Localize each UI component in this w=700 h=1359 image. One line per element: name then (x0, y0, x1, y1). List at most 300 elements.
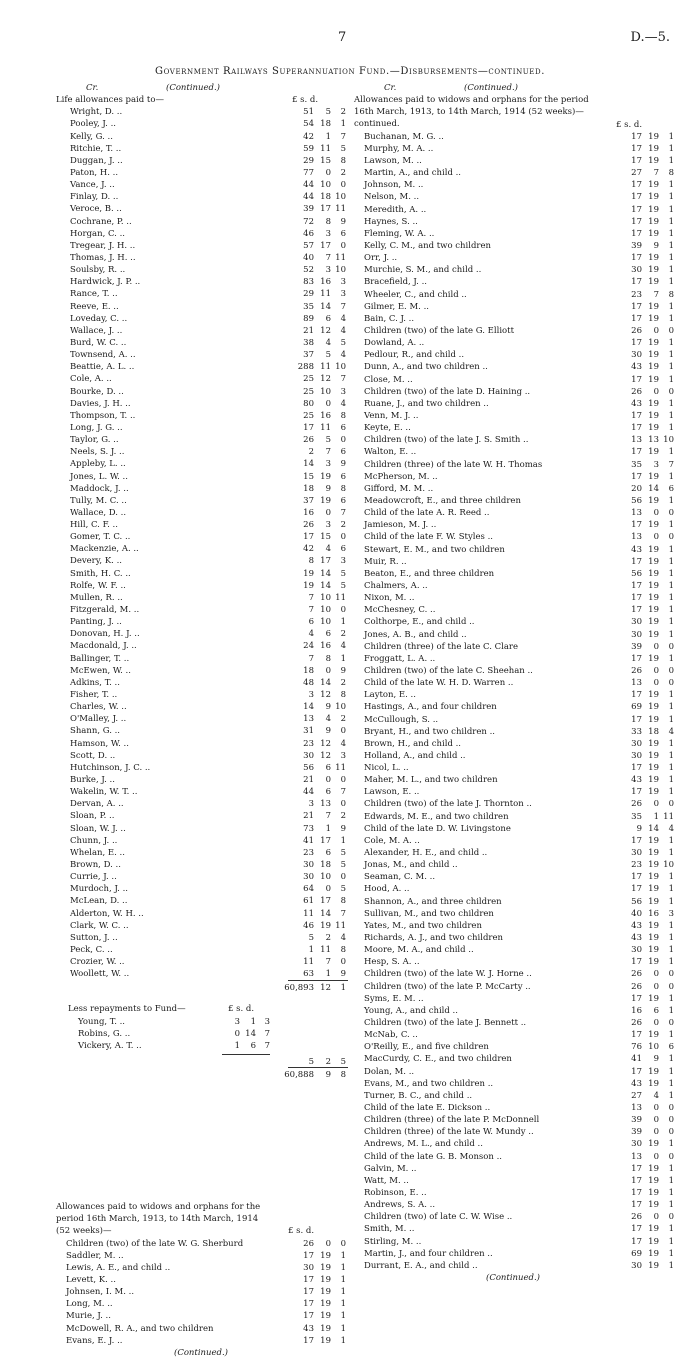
allowance-row-amount (284, 871, 346, 883)
allowance-row (56, 118, 346, 130)
widow-row-amount (612, 1053, 674, 1065)
allowance-row-pence: 8 (340, 896, 346, 907)
allowance-row-amount (284, 471, 346, 483)
widow-row-name: Martin, A., and child .. (364, 168, 461, 179)
widow-row (354, 1078, 672, 1090)
allowance-row-amount (284, 895, 346, 907)
allowance-row-name: Cole, A. .. (70, 374, 112, 385)
widow-row-pounds: 30 (631, 848, 642, 859)
allowance-row-amount (284, 519, 346, 531)
allowance-row (56, 349, 346, 361)
widow-row (354, 1223, 672, 1235)
widow-row-shillings: 19 (648, 1236, 659, 1247)
allowance-row-shillings: 16 (320, 410, 331, 421)
widow-row (56, 1298, 346, 1310)
widow-row-amount (612, 459, 674, 471)
allowance-row-pounds: 23 (303, 738, 314, 749)
widow-row-name: Meadowcroft, E., and three children (364, 495, 521, 506)
allowance-row-name: Finlay, D. .. (70, 192, 119, 203)
allowance-row-amount (284, 713, 346, 725)
widow-row-amount (612, 1041, 674, 1053)
widow-row-pounds: 17 (631, 1163, 642, 1174)
allowance-row (56, 810, 346, 822)
widow-row-pounds: 17 (631, 593, 642, 604)
allowance-row-name: Currie, J. .. (70, 872, 117, 883)
widow-row (354, 665, 672, 677)
widow-row-pence: 1 (668, 787, 674, 798)
widow-row-pence: 1 (668, 1200, 674, 1211)
allowance-row-shillings: 10 (320, 386, 331, 397)
widow-row-pounds: 17 (631, 192, 642, 203)
allowance-row-pence: 6 (340, 495, 346, 506)
widow-row-shillings: 19 (648, 702, 659, 713)
widow-row-pence: 1 (668, 1078, 674, 1089)
allowance-row-pounds: 8 (308, 556, 314, 567)
allowance-row-amount (284, 252, 346, 264)
allowance-row-name: Hutchinson, J. C. .. (70, 762, 151, 773)
widow-row-amount (612, 1138, 674, 1150)
widow-row-pounds: 43 (631, 362, 642, 373)
widow-row-pence: 6 (668, 483, 674, 494)
allowance-row-pounds: 51 (303, 107, 314, 118)
widow-row (354, 689, 672, 701)
allowance-row-pounds: 41 (303, 835, 314, 846)
widow-row-amount (612, 398, 674, 410)
widow-row-name: Lawson, E. .. (364, 787, 420, 798)
allowance-row-name: Townsend, A. .. (70, 350, 136, 361)
widow-row (354, 1017, 672, 1029)
allowance-row-pounds: 23 (303, 847, 314, 858)
allowance-row-shillings: 7 (325, 811, 331, 822)
allowance-row-name: Wallace, D. .. (70, 507, 127, 518)
allowance-row-shillings: 12 (320, 374, 331, 385)
widow-row-shillings: 19 (648, 1248, 659, 1259)
widow-row (354, 531, 672, 543)
widow-row (354, 483, 672, 495)
widow-row-pounds: 39 (631, 1115, 642, 1126)
allowance-row-shillings: 17 (320, 556, 331, 567)
allowance-row-name: Appleby, L. .. (70, 459, 126, 470)
widow-row-shillings: 19 (648, 216, 659, 227)
allowance-row (56, 823, 346, 835)
allowance-row (56, 313, 346, 325)
widow-row-pounds: 17 (631, 301, 642, 312)
widow-row (354, 1151, 672, 1163)
widow-row (354, 653, 672, 665)
widow-row-pence: 1 (668, 362, 674, 373)
allowance-row (56, 422, 346, 434)
widow-row-pounds: 17 (631, 216, 642, 227)
widow-row-shillings: 19 (648, 933, 659, 944)
widow-row-shillings: 19 (320, 1323, 331, 1334)
widow-row-shillings: 7 (653, 168, 659, 179)
allowance-row-pounds: 19 (303, 568, 314, 579)
allowance-row-name: Wright, D. .. (70, 107, 123, 118)
allowance-row-amount (284, 738, 346, 750)
allowance-row (56, 847, 346, 859)
widow-row-shillings: 19 (648, 277, 659, 288)
widow-row-shillings: 19 (320, 1311, 331, 1322)
allowance-row (56, 543, 346, 555)
allowance-row-name: Mackenzie, A. .. (70, 544, 139, 555)
widow-row-shillings: 0 (653, 1103, 659, 1113)
allowance-row-shillings: 1 (325, 969, 331, 980)
widow-row-pence: 1 (340, 1250, 346, 1261)
right-column-header (354, 82, 672, 94)
widow-row-name: Bryant, H., and two children .. (364, 726, 495, 737)
widow-row (354, 1187, 672, 1199)
allowance-row-name: Neels, S. J. .. (70, 447, 125, 458)
widow-row-name: Lawson, M. .. (364, 156, 422, 167)
allowance-row-pounds: 25 (303, 410, 314, 421)
allowance-row (56, 653, 346, 665)
widow-row-pence: 1 (668, 556, 674, 567)
widow-row-pounds: 17 (631, 1236, 642, 1247)
widow-row-name: Child of the late A. R. Reed .. (364, 508, 490, 519)
document-reference: D.—5. (630, 30, 670, 45)
allowance-row-shillings: 10 (320, 872, 331, 883)
widow-row-shillings: 19 (648, 520, 659, 531)
widow-row-pounds: 17 (631, 556, 642, 567)
allowance-row-pounds: 73 (303, 823, 314, 834)
widow-row-pounds: 43 (631, 920, 642, 931)
repayment-row-shillings: 1 (250, 1016, 256, 1027)
widow-row-pence: 1 (668, 544, 674, 555)
widow-row-name: Gifford, M. M. .. (364, 483, 434, 494)
widow-row-pence: 1 (668, 763, 674, 774)
widow-row-pence: 1 (668, 945, 674, 956)
widow-row-amount (612, 993, 674, 1005)
allowance-row-shillings: 19 (320, 920, 331, 931)
widow-row-pounds: 17 (303, 1275, 314, 1285)
allowance-row-name: Mullen, R. .. (70, 592, 123, 603)
allowance-row-shillings: 0 (325, 398, 331, 409)
widow-row-name: Evans, E. J. .. (66, 1335, 123, 1346)
allowance-row (56, 386, 346, 398)
allowance-row-pence: 4 (340, 325, 346, 336)
widow-row-name: Saddler, M. .. (66, 1250, 124, 1261)
widow-row-name: Levett, K. .. (66, 1275, 116, 1285)
allowance-row-shillings: 18 (320, 192, 331, 203)
widow-row (354, 252, 672, 264)
widow-row-amount (284, 1298, 346, 1310)
widow-row-pence: 1 (668, 447, 674, 458)
widow-row-name: Children (two) of the late P. McCarty .. (364, 981, 531, 992)
widow-row-shillings: 19 (648, 1175, 659, 1186)
widow-row-pounds: 27 (631, 1090, 642, 1101)
widow-row-pence: 1 (668, 629, 674, 640)
allowance-row-name: Thompson, T. .. (70, 410, 136, 421)
widow-row-shillings: 0 (653, 1127, 659, 1138)
widow-row (354, 1248, 672, 1260)
widow-row-shillings: 0 (653, 532, 659, 543)
widow-row-pence: 1 (340, 1287, 346, 1298)
allowance-row-pounds: 7 (308, 592, 314, 603)
allowance-row-name: Macdonald, J. .. (70, 641, 137, 652)
widow-row-pence: 0 (668, 326, 674, 336)
widow-row-shillings: 0 (653, 981, 659, 992)
allowance-row-name: Devery, K. .. (70, 556, 122, 567)
widow-row (354, 410, 672, 422)
widow-row (354, 580, 672, 592)
allowance-row-name: Burd, W. C. .. (70, 337, 127, 348)
widow-row-amount (612, 896, 674, 908)
widow-row-name: Lewis, A. E., and child .. (66, 1262, 171, 1273)
widow-row-name: Young, A., and child .. (364, 1005, 458, 1016)
allowance-row-shillings: 2 (325, 932, 331, 943)
widow-row-shillings: 0 (653, 1018, 659, 1029)
widow-row-name: Wheeler, C., and child .. (364, 289, 467, 300)
widow-row-shillings: 19 (648, 957, 659, 968)
widow-row-pounds: 69 (631, 1248, 642, 1259)
widow-row-amount (612, 968, 674, 980)
allowance-row-amount (284, 131, 346, 143)
widow-row-amount (612, 434, 674, 446)
allowance-row-name: Crozier, W. .. (70, 957, 125, 968)
allowance-row-name: Loveday, C. .. (70, 313, 128, 324)
widow-row (354, 847, 672, 859)
widow-row-name: Murphy, M. A. .. (364, 143, 434, 154)
allowance-row-pence: 9 (340, 216, 346, 227)
allowance-row-amount (284, 725, 346, 737)
widow-row-name: Bain, C. J. .. (364, 313, 415, 324)
allowance-row-name: Hill, C. F. .. (70, 520, 118, 531)
repayment-row-name: Vickery, A. T. .. (78, 1040, 142, 1051)
widow-row-name: Children (two) of the late C. Sheehan .. (364, 665, 533, 676)
widow-row-pounds: 30 (631, 1260, 642, 1271)
widow-row-name: Dowland, A. .. (364, 338, 425, 349)
widow-row-shillings: 9 (653, 1054, 659, 1065)
widow-row-name: Nicol, L. .. (364, 763, 409, 774)
allowance-row (56, 628, 346, 640)
widow-row (56, 1323, 346, 1335)
widow-row-amount (612, 252, 674, 264)
allowance-row (56, 228, 346, 240)
widow-row-shillings: 19 (648, 156, 659, 167)
widow-row-shillings: 19 (648, 920, 659, 931)
allowance-row-pence: 2 (340, 167, 346, 178)
section-heading-row (56, 94, 346, 106)
allowance-row-pence: 0 (340, 435, 346, 446)
allowance-row-pence: 11 (335, 252, 346, 263)
repayment-row (56, 1040, 346, 1052)
widow-row-pounds: 39 (631, 641, 642, 652)
widow-row-amount (612, 1260, 674, 1272)
widow-row-pounds: 17 (303, 1335, 314, 1346)
allowance-row-pounds: 2 (308, 447, 314, 458)
widow-row-pounds: 41 (631, 1054, 642, 1065)
widow-row-shillings: 19 (648, 617, 659, 628)
allowance-row (56, 750, 346, 762)
left-continued-footer: (Continued.) (174, 1347, 228, 1358)
widow-row-shillings: 0 (325, 1238, 331, 1249)
allowance-row-name: Gomer, T. C. .. (70, 532, 131, 543)
allowance-row-pounds: 3 (308, 690, 314, 701)
allowance-row-shillings: 11 (320, 944, 331, 955)
allowance-row-pounds: 42 (303, 544, 314, 555)
repayment-row-pounds: 3 (234, 1016, 240, 1027)
widow-row-amount (612, 580, 674, 592)
allowance-row-name: McEwen, W. .. (70, 665, 131, 676)
widow-row-pounds: 13 (631, 678, 642, 689)
allowance-row-pounds: 13 (303, 714, 314, 725)
allowance-row (56, 131, 346, 143)
allowance-row-amount (284, 143, 346, 155)
widow-row-name: Maher, M. L., and two children (364, 775, 498, 786)
allowance-row (56, 968, 346, 980)
allowance-row-shillings: 17 (320, 204, 331, 215)
widow-row-pence: 1 (668, 653, 674, 664)
allowance-row-pence: 5 (340, 337, 346, 348)
widow-row-shillings: 19 (648, 1078, 659, 1089)
net-total-amount (284, 1069, 346, 1081)
widow-row-pence: 1 (668, 423, 674, 434)
widow-row-shillings: 19 (648, 265, 659, 276)
widow-row (354, 289, 672, 301)
widow-row-pence: 0 (668, 386, 674, 397)
widow-row-amount (612, 228, 674, 240)
widow-row (354, 1126, 672, 1138)
allowance-row-pence: 2 (340, 107, 346, 118)
widow-row (354, 726, 672, 738)
allowance-row-amount (284, 701, 346, 713)
allowance-row-amount (284, 750, 346, 762)
allowance-row-name: Davies, J. H. .. (70, 398, 131, 409)
widow-row (354, 507, 672, 519)
widow-row-shillings: 19 (648, 423, 659, 434)
widow-row-pence: 1 (668, 993, 674, 1004)
widow-row-shillings: 19 (648, 690, 659, 701)
widow-row (354, 191, 672, 203)
widow-row-pence: 4 (668, 823, 674, 834)
widow-row (56, 1238, 346, 1250)
allowance-row-shillings: 1 (325, 823, 331, 834)
widow-row (354, 301, 672, 313)
widow-row (354, 1102, 672, 1114)
life-allowances-list (56, 106, 346, 980)
widows-paragraph: Allowances paid to widows and orphans for the period 16th March, 1913, to 14th March, 1914 (52 weeks)— (56, 1201, 261, 1237)
widow-row-amount (612, 1078, 674, 1090)
widow-row-shillings: 19 (320, 1262, 331, 1273)
widow-row-name: Orr, J. .. (364, 253, 398, 264)
allowance-row-pence: 7 (340, 374, 346, 385)
allowance-row-pounds: 72 (303, 216, 314, 227)
allowance-row-shillings: 8 (325, 216, 331, 227)
widow-row-pence: 4 (668, 726, 674, 737)
widow-row-shillings: 19 (648, 714, 659, 725)
widow-row-amount (612, 446, 674, 458)
widow-row-shillings: 19 (320, 1287, 331, 1298)
widow-row-amount (612, 823, 674, 835)
widow-row-amount (612, 665, 674, 677)
widow-row-pence: 0 (668, 532, 674, 543)
allowance-row-pounds: 26 (303, 435, 314, 446)
allowance-row-amount (284, 908, 346, 920)
widow-row (354, 1090, 672, 1102)
widow-row-name: Jonas, M., and child .. (364, 860, 458, 871)
allowance-row-amount (284, 786, 346, 798)
allowance-row-pence: 3 (340, 750, 346, 761)
allowance-row (56, 471, 346, 483)
widow-row-shillings: 16 (648, 908, 659, 919)
repayment-row-shillings: 6 (250, 1040, 256, 1051)
net-total-shillings: 9 (325, 1069, 331, 1080)
widow-row-pence: 1 (668, 520, 674, 531)
left-column-header (56, 82, 346, 94)
widow-row-amount (612, 471, 674, 483)
widow-row-shillings: 19 (648, 593, 659, 604)
allowance-row-pence: 0 (340, 180, 346, 191)
allowance-row-pence: 7 (340, 908, 346, 919)
allowance-row-amount (284, 276, 346, 288)
widow-row-name: Edwards, M. E., and two children (364, 811, 509, 822)
allowance-row-shillings: 10 (320, 617, 331, 628)
widow-row-name: Sullivan, M., and two children (364, 908, 494, 919)
allowance-row-pence: 0 (340, 872, 346, 883)
widow-row-amount (612, 1029, 674, 1041)
allowance-row-amount (284, 216, 346, 228)
widow-row (354, 981, 672, 993)
widow-row-name: Muir, R. .. (364, 556, 407, 567)
widow-row-pounds: 17 (631, 277, 642, 288)
widow-row-shillings: 19 (648, 896, 659, 907)
widow-row-pounds: 43 (631, 544, 642, 555)
widow-row-pounds: 26 (631, 969, 642, 980)
widow-row-amount (612, 155, 674, 167)
widow-row-shillings: 19 (648, 568, 659, 579)
allowance-row-shillings: 14 (320, 580, 331, 591)
allowance-row-pence: 8 (340, 155, 346, 166)
widow-row-name: McCullough, S. .. (364, 714, 439, 725)
allowance-row-amount (284, 337, 346, 349)
allowance-row-shillings: 11 (320, 362, 331, 373)
allowance-row-shillings: 4 (325, 337, 331, 348)
allowance-row-pence: 0 (340, 775, 346, 786)
widow-row-pence: 1 (668, 398, 674, 409)
allowance-row-name: Jones, L. W. .. (70, 471, 128, 482)
widow-row-pounds: 26 (631, 981, 642, 992)
allowance-row-shillings: 12 (320, 750, 331, 761)
widow-row-pence: 0 (668, 1115, 674, 1126)
allowance-row-amount (284, 823, 346, 835)
widow-row-pence: 1 (668, 1163, 674, 1174)
widow-row-name: Venn, M. J. .. (364, 410, 419, 421)
widow-row-pounds: 27 (631, 168, 642, 179)
allowance-row-shillings: 18 (320, 860, 331, 870)
widow-row-pence: 1 (668, 568, 674, 579)
widow-row-pounds: 17 (631, 131, 642, 142)
widow-row-shillings: 7 (653, 289, 659, 300)
widow-row-shillings: 19 (648, 447, 659, 458)
allowance-row-pence: 9 (340, 969, 346, 980)
allowance-row-name: Hardwick, J. P. .. (70, 277, 141, 288)
widow-row-pence: 1 (668, 265, 674, 276)
allowance-row-pounds: 29 (303, 155, 314, 166)
allowance-row-name: Kelly, G. .. (70, 131, 113, 142)
allowance-row-pence: 11 (335, 592, 346, 603)
allowance-row-shillings: 1 (325, 131, 331, 142)
widow-row-shillings: 19 (648, 301, 659, 312)
widow-row-pence: 1 (668, 750, 674, 761)
widow-row-shillings: 0 (653, 508, 659, 519)
allowance-row-pounds: 288 (297, 362, 314, 373)
widow-row (354, 167, 672, 179)
widow-row-amount (612, 167, 674, 179)
widow-row-pence: 0 (668, 1212, 674, 1223)
allowance-row-name: Murdoch, J. .. (70, 884, 128, 895)
widow-row-shillings: 19 (648, 143, 659, 154)
allowance-row-name: Dervan, A. .. (70, 799, 124, 810)
